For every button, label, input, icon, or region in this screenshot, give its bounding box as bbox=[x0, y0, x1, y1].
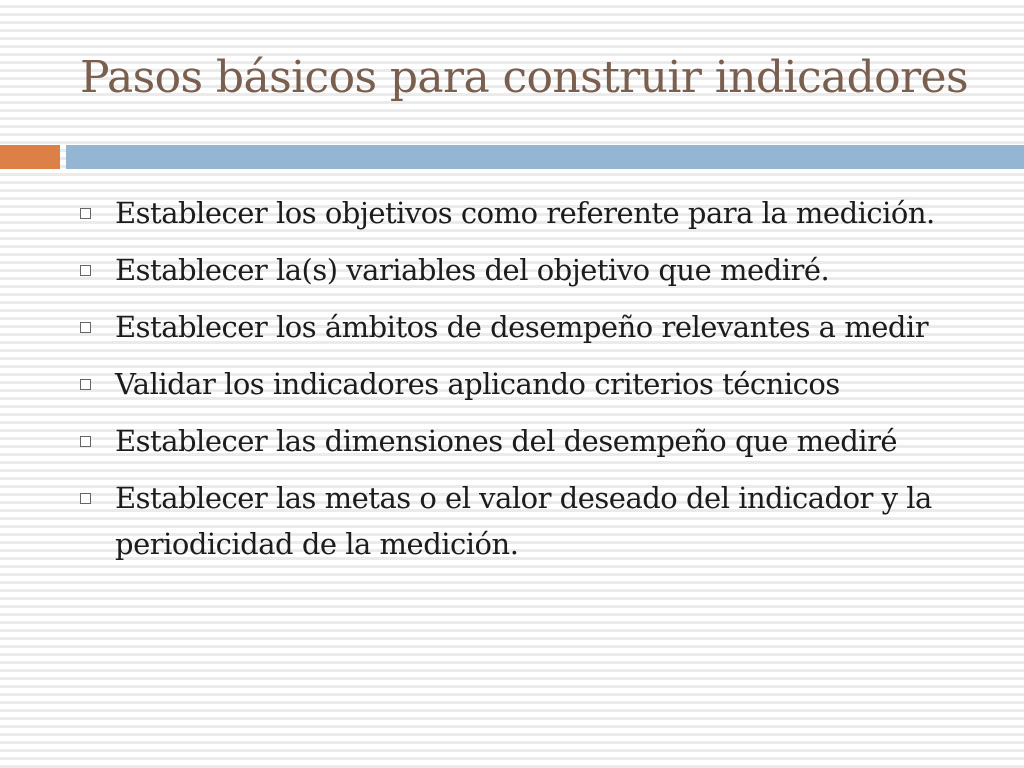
square-bullet-icon bbox=[80, 493, 91, 504]
square-bullet-icon bbox=[80, 208, 91, 219]
bullet-text: Establecer la(s) variables del objetivo que mediré. bbox=[115, 253, 830, 287]
bullet-text: Establecer las metas o el valor deseado del indicador y la periodicidad de la medición. bbox=[115, 481, 932, 561]
square-bullet-icon bbox=[80, 322, 91, 333]
bullet-item bbox=[80, 190, 980, 236]
bullet-item bbox=[80, 304, 980, 350]
accent-bar-orange bbox=[0, 145, 60, 169]
bullet-text: Establecer los ámbitos de desempeño relevantes a medir bbox=[115, 310, 929, 344]
bullet-list bbox=[80, 190, 980, 578]
bullet-text: Validar los indicadores aplicando criterios técnicos bbox=[115, 367, 840, 401]
square-bullet-icon bbox=[80, 265, 91, 276]
bullet-item bbox=[80, 361, 980, 407]
bullet-item bbox=[80, 418, 980, 464]
bullet-item bbox=[80, 475, 980, 567]
bullet-text: Establecer los objetivos como referente para la medición. bbox=[115, 196, 935, 230]
slide-title: Pasos básicos para construir indicadores bbox=[80, 52, 968, 103]
square-bullet-icon bbox=[80, 436, 91, 447]
square-bullet-icon bbox=[80, 379, 91, 390]
title-rule-blue bbox=[66, 145, 1024, 169]
bullet-text: Establecer las dimensiones del desempeño que mediré bbox=[115, 424, 898, 458]
bullet-item bbox=[80, 247, 980, 293]
